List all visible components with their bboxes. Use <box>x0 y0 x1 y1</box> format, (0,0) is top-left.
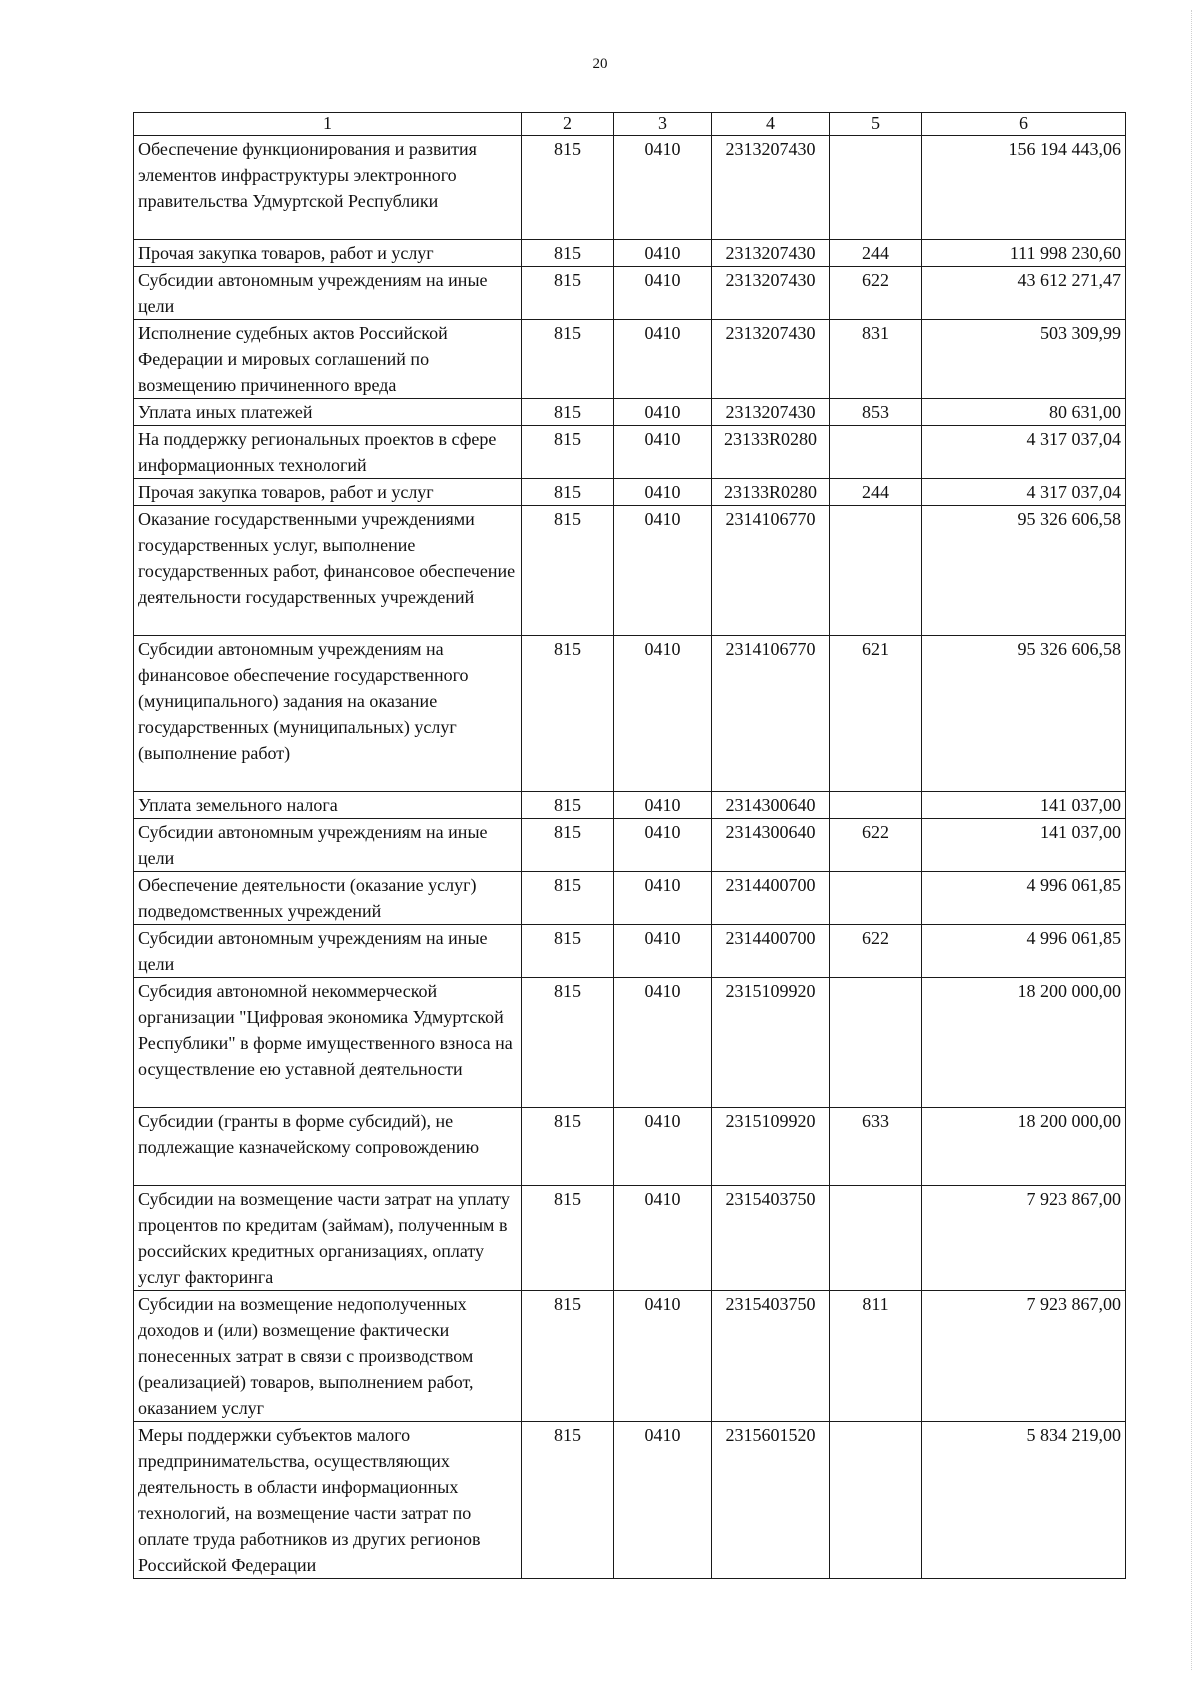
row-name: Субсидии автономным учреждениям на иные цели <box>134 819 522 872</box>
table-row <box>134 636 1126 792</box>
row-col-6: 80 631,00 <box>922 399 1126 426</box>
row-col-6: 4 996 061,85 <box>922 925 1126 978</box>
row-name: Прочая закупка товаров, работ и услуг <box>134 479 522 506</box>
table-row <box>134 1186 1126 1291</box>
row-col-2: 815 <box>522 240 614 267</box>
row-col-2: 815 <box>522 819 614 872</box>
row-col-4: 2313207430 <box>712 267 830 320</box>
table-row <box>134 1291 1126 1422</box>
row-col-5: 622 <box>830 925 922 978</box>
row-col-6: 4 996 061,85 <box>922 872 1126 925</box>
row-col-3: 0410 <box>614 267 712 320</box>
row-name: Уплата земельного налога <box>134 792 522 819</box>
row-col-4: 2314106770 <box>712 636 830 792</box>
row-col-5: 811 <box>830 1291 922 1422</box>
table-row <box>134 399 1126 426</box>
row-col-2: 815 <box>522 872 614 925</box>
row-col-3: 0410 <box>614 320 712 399</box>
row-col-3: 0410 <box>614 426 712 479</box>
row-col-3: 0410 <box>614 819 712 872</box>
row-col-4: 2315403750 <box>712 1186 830 1291</box>
row-col-5 <box>830 1186 922 1291</box>
row-col-5: 622 <box>830 267 922 320</box>
header-col-4: 4 <box>712 113 830 136</box>
row-col-3: 0410 <box>614 506 712 636</box>
header-col-2: 2 <box>522 113 614 136</box>
header-col-5: 5 <box>830 113 922 136</box>
row-col-2: 815 <box>522 399 614 426</box>
row-col-6: 141 037,00 <box>922 792 1126 819</box>
row-col-2: 815 <box>522 1186 614 1291</box>
row-col-2: 815 <box>522 479 614 506</box>
header-col-3: 3 <box>614 113 712 136</box>
row-col-2: 815 <box>522 320 614 399</box>
row-col-4: 2315403750 <box>712 1291 830 1422</box>
row-col-2: 815 <box>522 267 614 320</box>
row-col-5 <box>830 978 922 1108</box>
table-row <box>134 872 1126 925</box>
budget-table <box>133 112 1126 1579</box>
row-col-4: 2313207430 <box>712 399 830 426</box>
row-col-4: 23133R0280 <box>712 479 830 506</box>
row-col-6: 4 317 037,04 <box>922 479 1126 506</box>
row-col-5: 633 <box>830 1108 922 1186</box>
table-row <box>134 136 1126 240</box>
row-col-2: 815 <box>522 792 614 819</box>
row-col-3: 0410 <box>614 399 712 426</box>
row-col-4: 2314300640 <box>712 792 830 819</box>
row-col-6: 503 309,99 <box>922 320 1126 399</box>
row-col-5: 853 <box>830 399 922 426</box>
row-col-3: 0410 <box>614 240 712 267</box>
table-row <box>134 1108 1126 1186</box>
row-name: Исполнение судебных актов Российской Федерации и мировых соглашений по возмещению причиненного вреда <box>134 320 522 399</box>
row-col-6: 7 923 867,00 <box>922 1186 1126 1291</box>
table-row <box>134 479 1126 506</box>
row-col-5: 621 <box>830 636 922 792</box>
row-col-6: 43 612 271,47 <box>922 267 1126 320</box>
table-row <box>134 925 1126 978</box>
table-row <box>134 819 1126 872</box>
header-col-6: 6 <box>922 113 1126 136</box>
row-col-3: 0410 <box>614 479 712 506</box>
row-col-5: 622 <box>830 819 922 872</box>
row-col-3: 0410 <box>614 1186 712 1291</box>
row-name: Субсидии автономным учреждениям на иные цели <box>134 267 522 320</box>
row-name: Меры поддержки субъектов малого предпринимательства, осуществляющих деятельность в области информационных технологий, на возмещение части затрат по оплате труда работников из других регионов Российской Федерации <box>134 1422 522 1579</box>
row-col-3: 0410 <box>614 925 712 978</box>
table-row <box>134 792 1126 819</box>
row-col-6: 18 200 000,00 <box>922 978 1126 1108</box>
row-col-6: 111 998 230,60 <box>922 240 1126 267</box>
row-col-2: 815 <box>522 506 614 636</box>
row-col-5 <box>830 426 922 479</box>
row-col-3: 0410 <box>614 978 712 1108</box>
row-col-5 <box>830 792 922 819</box>
row-col-4: 2315109920 <box>712 978 830 1108</box>
row-col-4: 2314400700 <box>712 925 830 978</box>
row-name: Уплата иных платежей <box>134 399 522 426</box>
row-col-6: 7 923 867,00 <box>922 1291 1126 1422</box>
table-row <box>134 1422 1126 1579</box>
row-name: Субсидии автономным учреждениям на иные цели <box>134 925 522 978</box>
scan-edge-marks <box>1181 10 1192 1670</box>
row-col-5: 831 <box>830 320 922 399</box>
page-number: 20 <box>592 56 608 72</box>
row-col-5 <box>830 872 922 925</box>
row-name: Обеспечение функционирования и развития элементов инфраструктуры электронного правительства Удмуртской Республики <box>134 136 522 240</box>
row-col-3: 0410 <box>614 136 712 240</box>
row-col-5: 244 <box>830 240 922 267</box>
row-col-2: 815 <box>522 1291 614 1422</box>
row-name: Оказание государственными учреждениями государственных услуг, выполнение государственных работ, финансовое обеспечение деятельности государственных учреждений <box>134 506 522 636</box>
row-col-4: 2313207430 <box>712 240 830 267</box>
row-col-6: 156 194 443,06 <box>922 136 1126 240</box>
row-col-2: 815 <box>522 636 614 792</box>
row-col-3: 0410 <box>614 792 712 819</box>
row-name: Обеспечение деятельности (оказание услуг) подведомственных учреждений <box>134 872 522 925</box>
row-name: Субсидии на возмещение недополученных доходов и (или) возмещение фактически понесенных затрат в связи с производством (реализацией) товаров, выполнением работ, оказанием услуг <box>134 1291 522 1422</box>
row-col-6: 141 037,00 <box>922 819 1126 872</box>
table-body <box>134 136 1126 1579</box>
row-name: Прочая закупка товаров, работ и услуг <box>134 240 522 267</box>
row-col-2: 815 <box>522 136 614 240</box>
row-col-4: 2313207430 <box>712 320 830 399</box>
row-col-4: 23133R0280 <box>712 426 830 479</box>
row-col-3: 0410 <box>614 872 712 925</box>
row-col-3: 0410 <box>614 1422 712 1579</box>
row-col-3: 0410 <box>614 1291 712 1422</box>
table-row <box>134 320 1126 399</box>
row-col-3: 0410 <box>614 1108 712 1186</box>
row-col-2: 815 <box>522 978 614 1108</box>
row-col-5 <box>830 1422 922 1579</box>
table-row <box>134 506 1126 636</box>
row-name: Субсидии на возмещение части затрат на уплату процентов по кредитам (займам), полученным в российских кредитных организациях, оплату услуг факторинга <box>134 1186 522 1291</box>
table-row <box>134 240 1126 267</box>
row-col-6: 18 200 000,00 <box>922 1108 1126 1186</box>
row-col-4: 2313207430 <box>712 136 830 240</box>
table-row <box>134 267 1126 320</box>
row-col-4: 2314300640 <box>712 819 830 872</box>
header-col-1: 1 <box>134 113 522 136</box>
row-col-2: 815 <box>522 1422 614 1579</box>
row-col-5 <box>830 506 922 636</box>
row-col-6: 95 326 606,58 <box>922 506 1126 636</box>
row-col-5 <box>830 136 922 240</box>
row-col-6: 5 834 219,00 <box>922 1422 1126 1579</box>
row-name: Субсидия автономной некоммерческой организации "Цифровая экономика Удмуртской Республики" в форме имущественного взноса на осуществление ею уставной деятельности <box>134 978 522 1108</box>
row-name: На поддержку региональных проектов в сфере информационных технологий <box>134 426 522 479</box>
row-col-6: 4 317 037,04 <box>922 426 1126 479</box>
row-name: Субсидии автономным учреждениям на финансовое обеспечение государственного (муниципального) задания на оказание государственных (муниципальных) услуг (выполнение работ) <box>134 636 522 792</box>
row-col-2: 815 <box>522 1108 614 1186</box>
row-col-2: 815 <box>522 925 614 978</box>
row-col-4: 2315601520 <box>712 1422 830 1579</box>
row-col-4: 2314400700 <box>712 872 830 925</box>
row-col-4: 2315109920 <box>712 1108 830 1186</box>
row-col-6: 95 326 606,58 <box>922 636 1126 792</box>
row-col-3: 0410 <box>614 636 712 792</box>
row-col-4: 2314106770 <box>712 506 830 636</box>
row-name: Субсидии (гранты в форме субсидий), не подлежащие казначейскому сопровождению <box>134 1108 522 1186</box>
table-row <box>134 978 1126 1108</box>
row-col-2: 815 <box>522 426 614 479</box>
row-col-5: 244 <box>830 479 922 506</box>
table-header-row <box>134 113 1126 136</box>
table-row <box>134 426 1126 479</box>
